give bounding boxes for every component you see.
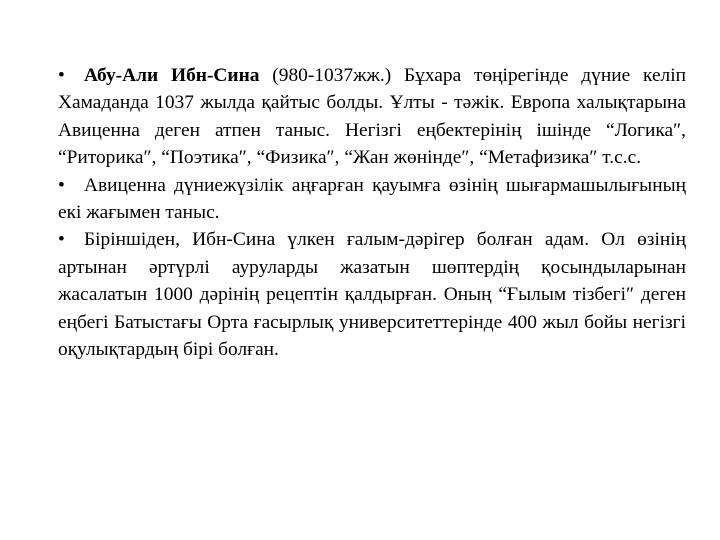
paragraph-ibn-sina-intro xyxy=(58,62,686,172)
paragraph-avicenna-known xyxy=(58,172,686,227)
bullet-point: • xyxy=(58,65,65,86)
ibn-sina-name: Абу-Али Ибн-Сина xyxy=(84,65,260,86)
paragraph-physician xyxy=(58,226,686,363)
bullet-point: • xyxy=(58,229,65,251)
paragraph-text: (980-1037жж.) Бұхара төңірегінде дүние келіп Хамаданда 1037 жылда қайтыс болды. Ұлты - тәжік. Европа халықтарына Авиценна деген атпен таныс. Негізгі еңбектерінің ішінде “Логика″, “Риторика″, “Поэтика″, “Физика″, “Жан жөнінде″, “Метафизика″ т.с.с. xyxy=(58,65,686,169)
paragraph-text: Авиценна дүниежүзілік аңғарған қауымға өзінің шығармашылығының екі жағымен таныс. xyxy=(58,174,686,224)
bullet-point: • xyxy=(58,174,65,196)
slide-text-body xyxy=(58,62,686,363)
paragraph-text: Біріншіден, Ибн-Сина үлкен ғалым-дәрігер болған адам. Ол өзінің артынан әртүрлі ауруларды жазатын шөптердің қосындыларынан жасалатын 1000 дәрінің рецептін қалдырған. Оның “Ғылым тізбегі″ деген еңбегі Батыстағы Орта ғасырлық университеттерінде 400 жыл бойы негізгі оқулықтардың бірі болған. xyxy=(58,229,686,361)
